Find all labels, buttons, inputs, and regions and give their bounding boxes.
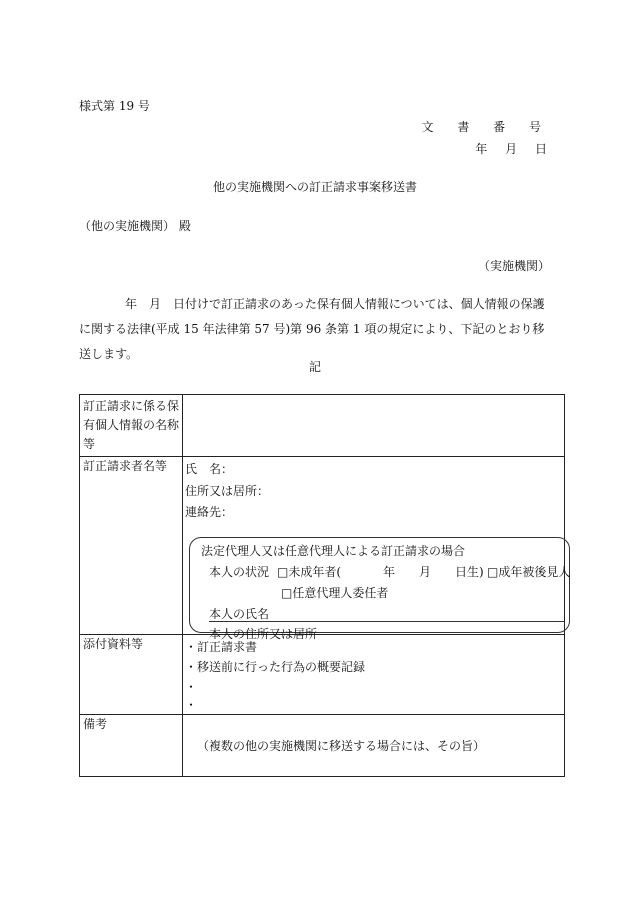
list-item: ・移送前に行った行為の概要記録 (185, 660, 366, 674)
table-row (80, 715, 565, 777)
form-number: 様式第 19 号 (79, 99, 150, 113)
dob-fields: 年 月 日生) (383, 565, 484, 579)
person-name-label: 本人の氏名 (209, 607, 270, 621)
requester-cell (183, 457, 571, 641)
voluntary-option: □任意代理人委任者 (281, 586, 389, 600)
person-name-underline (209, 621, 564, 622)
sender: （実施機関） (477, 259, 550, 273)
row2-label: 訂正請求者名等 (83, 459, 168, 473)
row4-label: 備考 (83, 717, 108, 731)
table-row (80, 395, 565, 457)
minor-option: □未成年者( (277, 565, 342, 579)
remarks-text: （複数の他の実施機関に移送する場合には、その旨） (197, 739, 486, 753)
row-label-cell (80, 635, 183, 715)
table-row (80, 635, 565, 715)
ki-heading: 記 (308, 360, 321, 374)
row3-label: 添付資料等 (83, 637, 144, 651)
status-label: 本人の状況 (209, 565, 270, 579)
document-title: 他の実施機関への訂正請求事案移送書 (212, 180, 417, 194)
list-item: ・訂正請求書 (185, 640, 258, 654)
table-row (80, 457, 565, 635)
addressee: （他の実施機関） 殿 (79, 219, 191, 233)
guardian-option: □成年被後見人 (487, 565, 571, 579)
proxy-heading: 法定代理人又は任意代理人による訂正請求の場合 (201, 544, 466, 558)
list-item: ・ (185, 680, 198, 694)
row-label-cell (80, 395, 183, 457)
date-label: 年 月 日 (475, 142, 551, 156)
row-label-cell (80, 457, 183, 635)
name-label: 氏 名： (185, 462, 234, 476)
address-label: 住所又は居所： (185, 484, 270, 498)
row-label-cell (80, 715, 183, 777)
row1-value-cell (183, 395, 565, 457)
list-item: ・ (185, 698, 198, 712)
document-number-label: 文 書 番 号 (421, 120, 551, 134)
row1-label: 訂正請求に係る保有個人情報の名称等 (83, 399, 180, 451)
transfer-table (79, 394, 571, 777)
contact-label: 連絡先： (185, 505, 234, 519)
person-address-label: 本人の住所又は居所 (209, 627, 318, 641)
remarks-cell (183, 715, 565, 777)
attachments-cell (183, 635, 565, 715)
body-text: 年 月 日付けで訂正請求のあった保有個人情報については、個人情報の保護に関する法律(平成 15 年法律第 57 号)第 96 条第 1 項の規定により、下記のとおり移送します。 (79, 297, 545, 361)
